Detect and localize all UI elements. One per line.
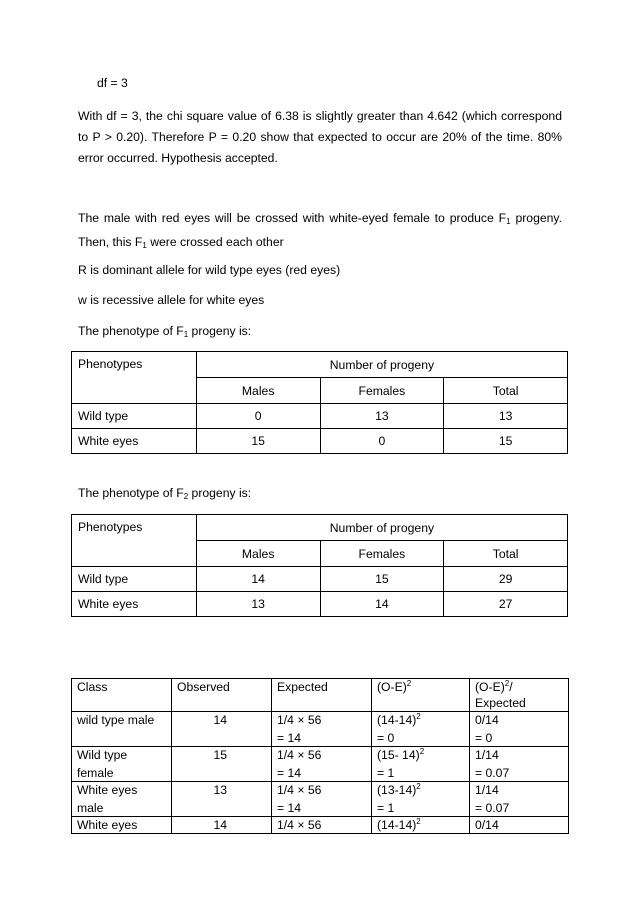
cross-paragraph: The male with red eyes will be crossed with white-eyed female to produce $F_1$ progeny. Then, this $F_1$ were crossed each other	[78, 211, 562, 250]
chi-square-table	[71, 678, 569, 834]
table-row: White eyes 13 14 27	[72, 592, 568, 617]
header-oe-over-expected: $(O-E)^2/$ Expected	[470, 679, 569, 712]
f1-caption: The phenotype of $F_1$ progeny is:	[78, 324, 252, 339]
r-allele-line: R is dominant allele for wild type eyes (red eyes)	[78, 263, 341, 277]
table-row: wild type male 14 1/4 × 56 = 14 $(14-14)^2$ = 0 0/14 = 0	[72, 712, 569, 747]
f1-header-total: Total	[444, 378, 568, 404]
f2-header-total: Total	[444, 541, 568, 567]
header-expected: Expected	[272, 679, 372, 712]
table-row: White eyes 14 1/4 × 56 $(14-14)^2$ 0/14	[72, 817, 569, 834]
w-allele-line: w is recessive allele for white eyes	[78, 293, 265, 307]
f2-progeny-table	[71, 514, 568, 617]
f1-header-number: Number of progeny	[196, 352, 567, 378]
table-row: Wild type 14 15 29	[72, 567, 568, 592]
table-row: Wild type 0 13 13	[72, 404, 568, 429]
f1-header-females: Females	[320, 378, 444, 404]
f1-progeny-table	[71, 351, 568, 454]
f2-header-females: Females	[320, 541, 444, 567]
chi-header-row	[72, 679, 569, 712]
table-row: White eyes 15 0 15	[72, 429, 568, 454]
f2-caption: The phenotype of $F_2$ progeny is:	[78, 486, 252, 501]
f2-header-males: Males	[196, 541, 320, 567]
header-class: Class	[72, 679, 172, 712]
f1-header-males: Males	[196, 378, 320, 404]
chi-square-paragraph: With df = 3, the chi square value of 6.38 is slightly greater than 4.642 (which correspond to P > 0.20). Therefore P = 0.20 show that expected to occur are 20% of the time. 80% error occurred. Hypothesis accepted.	[78, 109, 562, 165]
f2-header-number: Number of progeny	[196, 515, 567, 541]
table-row: White eyes male 13 1/4 × 56 = 14 $(13-14)^2$ = 1 1/14 = 0.07	[72, 782, 569, 817]
header-observed: Observed	[172, 679, 272, 712]
df-line: df = 3	[97, 76, 128, 90]
header-oe-squared: $(O-E)^2$	[372, 679, 470, 712]
f1-header-phenotypes: Phenotypes	[72, 352, 197, 404]
table-row: Wild type female 15 1/4 × 56 = 14 (15- 14)$^2$ = 1 1/14 = 0.07	[72, 747, 569, 782]
f2-header-phenotypes: Phenotypes	[72, 515, 197, 567]
